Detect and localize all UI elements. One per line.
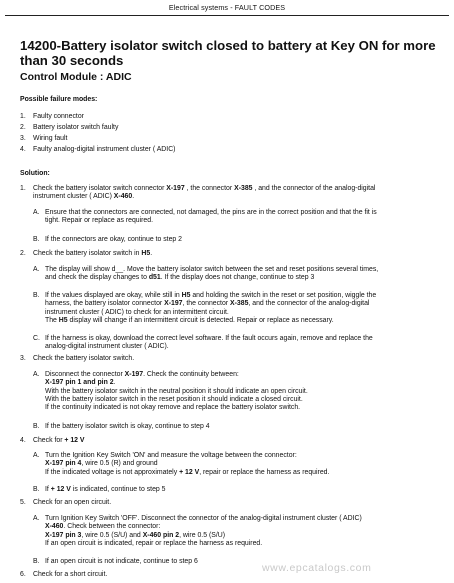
manual-page: Electrical systems - FAULT CODES 14200-Battery isolator switch closed to battery at Key ON for more than 30 seconds Control Module : ADIC Possible failure modes: 1. Faulty connector 2. Battery isolator switch faulty 3. Wiring fault 4. Faulty analog-digital instrument cluster ( ADIC) Solution: 1. Check the battery isolator switch connector X-197 , the connector X-385 , and the connector of the analog-digital instrument cluster ( ADIC) X-460. A. Ensure that the connectors are connected, not damaged, the pins are in the correct position and that the fit is tight. Repair or replace as required. B. If the connectors are okay, continue to step 2 2. Check the battery isolator switch in H5. A. The display will show d__. Move the battery isolator switch between the set and reset positions several times, and check the display changes to d51. If the display does not change, continue to step 3 B. If the values displayed are okay, while still in H5 and holding the switch in the reset or set position, wiggle the harness, the battery isolator connector X-197, the connector X-385, and the connector of the analog-digital instrument cluster ( ADIC) to check for an intermittent circuit. The H5 display will change if an intermittent circuit is detected. Repair or replace as necessary. C. If the harness is okay, download the correct level software. If the fault occurs again, remove and replace the analog-digital instrument cluster ( ADIC). 3. Check the battery isolator switch. A. Disconnect the connector X-197. Check the continuity between: X-197 pin 1 and pin 2. With the battery isolator switch in the neutral position it should indicate an open circuit. With the battery isolator switch in the reset position it should indicate a closed circuit. If the continuity indicated is not okay remove and replace the battery isolator switch. B. If the battery isolator switch is okay, continue to step 4 4. Check for + 12 V A. Turn the Ignition Key Switch 'ON' and measure the voltage between the connector: X-197 pin 4, wire 0.5 (R) and ground If the indicated voltage is not approximately + 12 V, repair or replace the harness as required. B. If + 12 V is indicated, continue to step 5 5. Check for an open circuit. A. Turn Ignition Key Switch 'OFF'. Disconnect the connector of the analog-digital instrument cluster ( ADIC) X-460. Check between the connector: X-197 pin 3, wire 0.5 (S/U) and X-460 pin 2, wire 0.5 (S/U) If an open circuit is indicated, repair or replace the harness as required. B. If an open circuit is not indicate, continue to step 6 6. Check for a short circuit. www.epcatalogs.com (0, 0, 454, 583)
failure-modes-heading: Possible failure modes: (20, 96, 98, 103)
failure-modes-list (20, 112, 175, 156)
solution-heading: Solution: (20, 170, 50, 177)
watermark: www.epcatalogs.com (262, 562, 372, 574)
list-item: 3. Wiring fault (20, 134, 68, 142)
list-item: 1. Faulty connector (20, 113, 84, 120)
list-item: 4. Faulty analog-digital instrument cluster ( ADIC) (20, 145, 176, 153)
control-module-heading: Control Module : ADIC (20, 71, 132, 83)
page-title: 14200-Battery isolator switch closed to battery at Key ON for more than 30 seconds (20, 38, 436, 68)
header-rule (5, 15, 449, 16)
running-header: Electrical systems - FAULT CODES (168, 3, 286, 12)
list-item: 2. Battery isolator switch faulty (20, 123, 119, 131)
